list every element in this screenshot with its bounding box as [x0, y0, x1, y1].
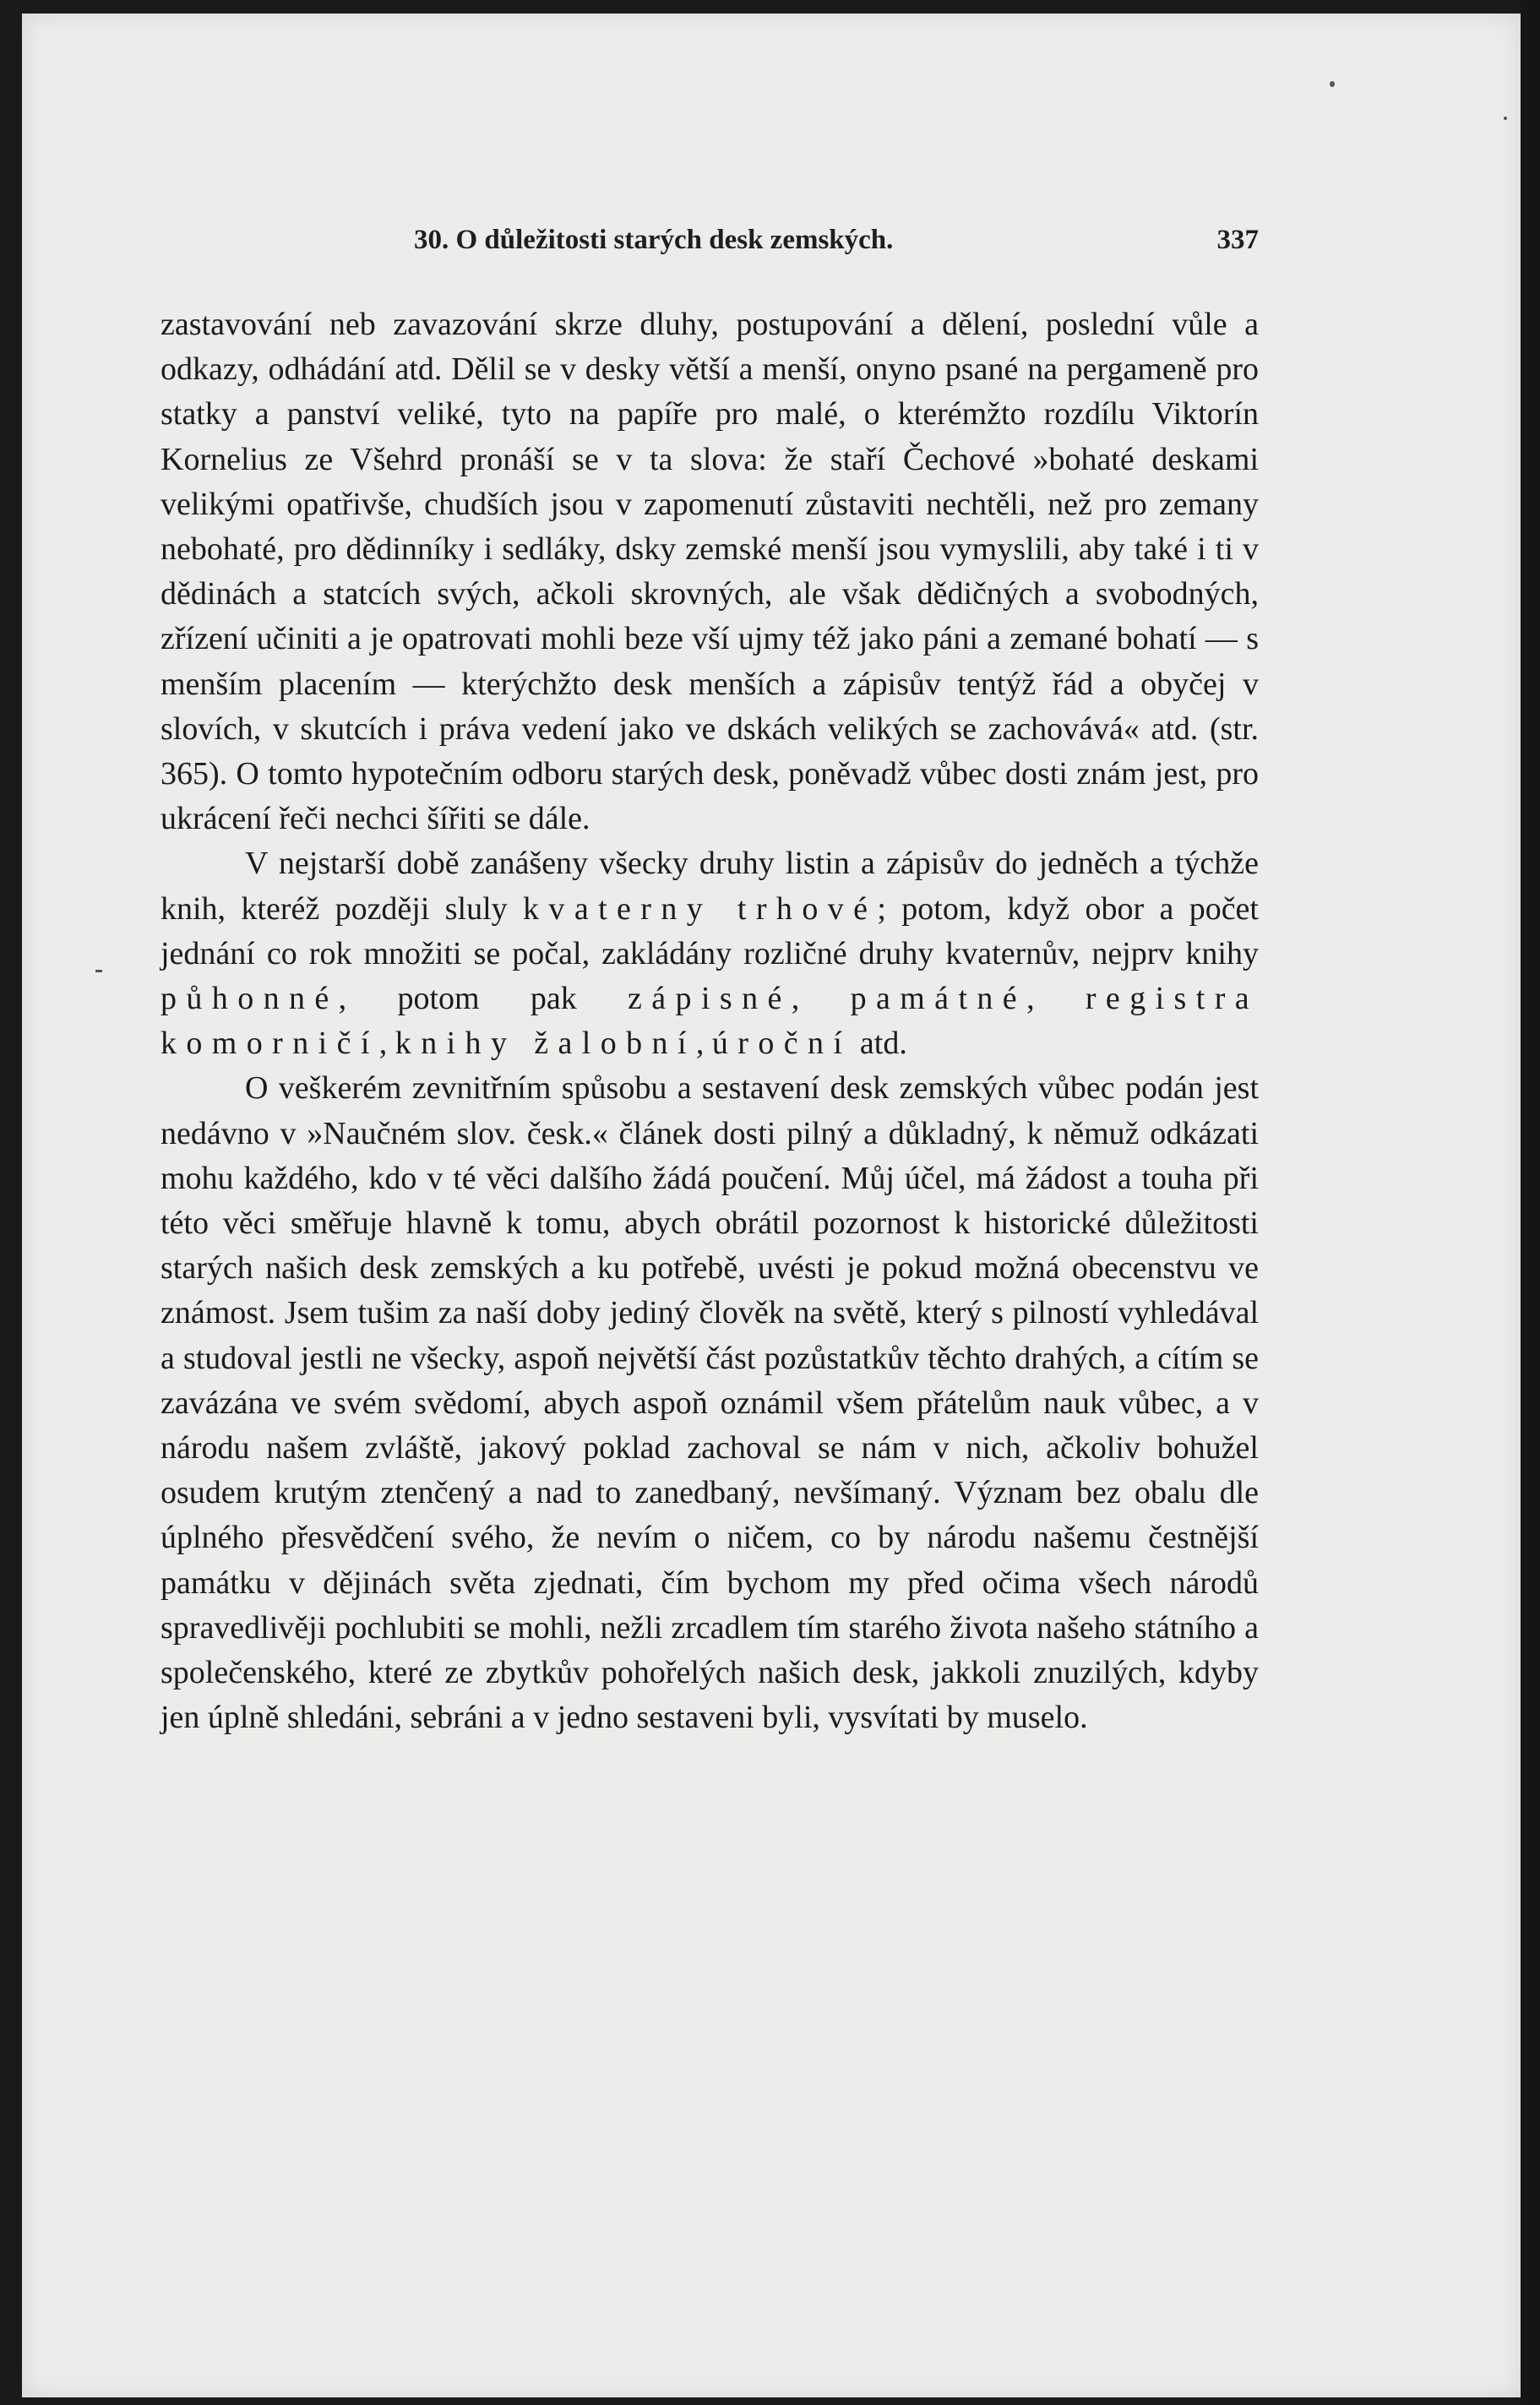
- text-run: , potom pak: [338, 981, 629, 1017]
- spaced-term: kvaterny trhové: [523, 890, 878, 927]
- text-run: ,: [378, 1026, 395, 1062]
- paragraph-1: [161, 302, 1259, 841]
- spaced-term: památné: [850, 981, 1027, 1017]
- spaced-term: knihy žalobní: [395, 1026, 696, 1062]
- page-header: [161, 225, 1259, 267]
- scan-border-right: [1521, 0, 1540, 2405]
- margin-mark: [95, 970, 102, 972]
- body-text: [161, 302, 1259, 1741]
- text-run: ; potom, když obor a počet jednání co rok množiti se počal, zakládány rozličné druhy kvaternův, nejprv knihy: [161, 890, 1259, 971]
- page-number: 337: [1216, 225, 1259, 255]
- paper-speck: [1504, 117, 1507, 120]
- paper-speck: [1330, 81, 1335, 87]
- text-run: ,: [791, 981, 851, 1017]
- spaced-term: úroční: [711, 1026, 852, 1062]
- text-run: ,: [695, 1026, 712, 1062]
- paragraph-2: [161, 841, 1259, 1066]
- text-run: ,: [1026, 981, 1086, 1017]
- running-title: 30. O důležitosti starých desk zemských.: [414, 225, 894, 255]
- spaced-term: registra komorničí: [161, 981, 1260, 1062]
- text-run: O veškerém zevnitřním spůsobu a sestavení desk zemských vůbec podán jest nedávno v »Naučném slov. česk.« článek dosti pilný a důkladný, k němuž odkázati mohu každého, kdo v té věci dalšího žádá poučení. Můj účel, má žádost a touha při této věci směřuje hlavně k tomu, abych obrátil pozornost k historické důležitosti starých našich desk zemských a ku potřebě, uvésti je pokud možná obecenstvu ve známost. Jsem tušim za naší doby jediný člověk na světě, který s pilností vyhledával a studoval jestli ne všecky, aspoň největší část pozůstatkův těchto drahých, a cítím se zavázána ve svém svědomí, abych aspoň oznámil všem přátelům nauk vůbec, a v národu našem zvláště, jakový poklad zachoval se nám v nich, ačkoliv bohužel osudem krutým ztenčený a nad to zanedbaný, nevšímaný. Význam bez obalu dle úplného přesvědčení svého, že nevím o ničem, co by národu našemu čestnější památku v dějinách světa zjednati, čím bychom my před očima všech národů spravedlivěji pochlubiti se mohli, nežli zrcadlem tím starého života našeho státního a společenského, které ze zbytkův pohořelých našich desk, jakkoli znuzilých, kdyby jen úplně shledáni, sebráni a v jedno sestaveni byli, vysvítati by muselo.: [161, 1070, 1259, 1736]
- spaced-term: zápisné: [628, 981, 792, 1017]
- text-run: atd.: [852, 1026, 907, 1062]
- paragraph-3: [161, 1066, 1259, 1740]
- text-run: V nejstarší době zanášeny všecky druhy listin a zápisův do jedněch a týchže knih, kteréž později sluly: [161, 846, 1259, 927]
- spaced-term: půhonné: [161, 981, 339, 1017]
- text-run: zastavování neb zavazování skrze dluhy, postupování a dělení, poslední vůle a odkazy, odhádání atd. Dělil se v desky větší a menší, onyno psané na pergameně pro statky a panství veliké, tyto na papíře pro malé, o kterémžto rozdílu Viktorín Kornelius ze Všehrd pronáší se v ta slova: že staří Čechové »bohaté deskami velikými opatřivše, chudších jsou v zapomenutí zůstaviti nechtěli, než pro zemany nebohaté, pro dědinníky i sedláky, dsky zemské menší jsou vymyslili, aby také i ti v dědinách a statcích svých, ačkoli skrovných, ale však dědičných a svobodných, zřízení učiniti a je opatrovati mohli beze vší ujmy též jako páni a zemané bohatí — s menším placením — kterýchžto desk menších a zápisův tentýž řád a obyčej v slovích, v skutcích i práva vedení jako ve dskách velikých se zachovává« atd. (str. 365). O tomto hypotečním odboru starých desk, poněvadž vůbec dosti znám jest, pro ukrácení řeči nechci šířiti se dále.: [161, 307, 1259, 837]
